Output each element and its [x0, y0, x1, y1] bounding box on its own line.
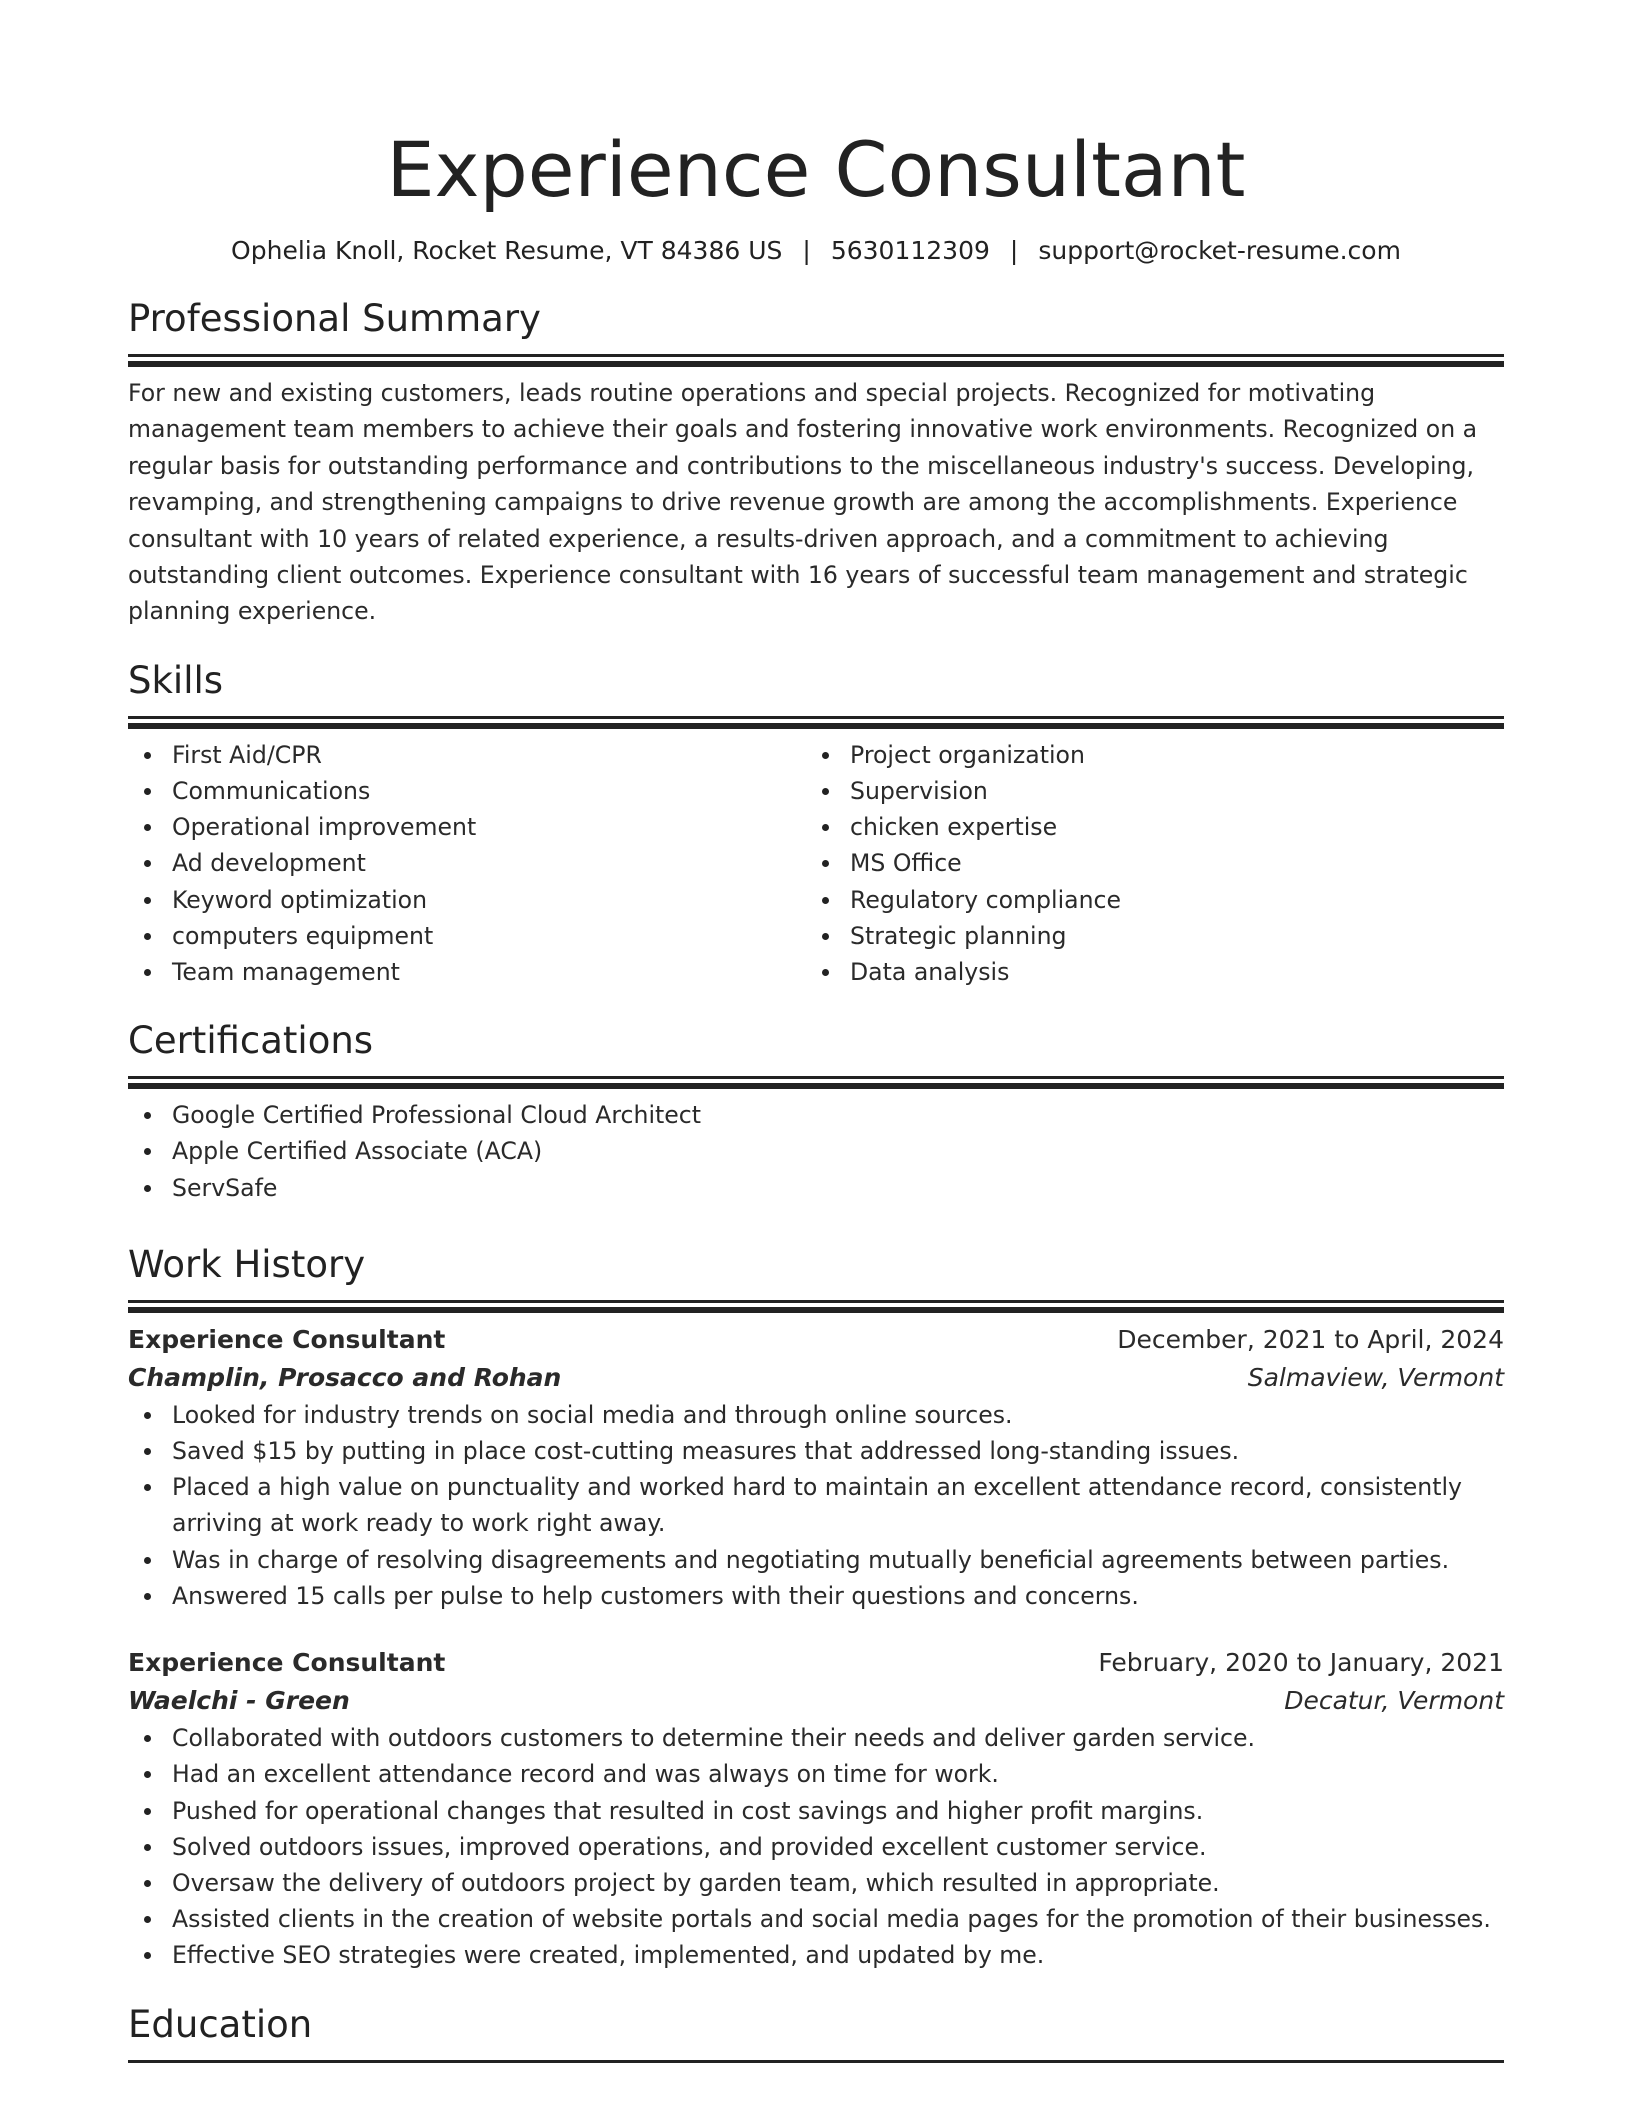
skill-item: First Aid/CPR [128, 737, 806, 773]
job-bullet: Assisted clients in the creation of website portals and social media pages for the promotion of their businesses. [128, 1901, 1504, 1937]
job-bullet: Collaborated with outdoors customers to determine their needs and deliver garden service. [128, 1720, 1504, 1756]
skill-item: computers equipment [128, 918, 806, 954]
section-divider [128, 2060, 1504, 2063]
section-heading-summary: Professional Summary [128, 297, 541, 340]
contact-separator: | [1009, 236, 1019, 265]
job-company-row [128, 1682, 1504, 1720]
summary-text: For new and existing customers, leads routine operations and special projects. Recognized for motivating management team members to achieve their goals and fostering innovative work environments. Recognized on a regular basis for outstanding performance and contributions to the miscellaneous industry's success. Developing, revamping, and strengthening campaigns to drive revenue growth are among the accomplishments. Experience consultant with 10 years of related experience, a results-driven approach, and a commitment to achieving outstanding client outcomes. Experience consultant with 16 years of successful team management and strategic planning experience. [128, 379, 1478, 626]
skill-item: chicken expertise [806, 809, 1484, 845]
skills-grid [128, 737, 1504, 990]
resume-page [128, 0, 1504, 2063]
certification-item: Google Certified Professional Cloud Architect [128, 1097, 1504, 1133]
job-bullet: Looked for industry trends on social media and through online sources. [128, 1397, 1504, 1433]
job-company-row [128, 1359, 1504, 1397]
certification-item: Apple Certified Associate (ACA) [128, 1133, 1504, 1169]
contact-separator: | [802, 236, 811, 265]
skill-item: Team management [128, 954, 806, 990]
job-bullet: Was in charge of resolving disagreements and negotiating mutually beneficial agreements between parties. [128, 1542, 1504, 1578]
skills-list-right [806, 737, 1484, 990]
skill-item: Regulatory compliance [806, 882, 1484, 918]
job-location: Decatur, Vermont [1284, 1686, 1504, 1716]
job-bullet: Pushed for operational changes that resulted in cost savings and higher profit margins. [128, 1793, 1504, 1829]
job-entry [128, 1644, 1504, 1973]
section-heading-education: Education [128, 2002, 313, 2046]
job-title: Experience Consultant [128, 1648, 446, 1678]
job-company: Waelchi - Green [128, 1686, 350, 1716]
job-bullet: Placed a high value on punctuality and worked hard to maintain an excellent attendance record, consistently arriving at work ready to work right away. [128, 1469, 1504, 1541]
skill-item: Supervision [806, 773, 1484, 809]
skill-item: Keyword optimization [128, 882, 806, 918]
education-section [128, 2002, 1504, 2063]
contact-email: support@rocket-resume.com [1038, 236, 1401, 265]
skills-section [128, 658, 1504, 990]
job-title: Experience Consultant [128, 1324, 446, 1354]
skills-list-left [128, 737, 806, 990]
job-entry [128, 1321, 1504, 1614]
section-divider [128, 716, 1504, 719]
section-heading-skills: Skills [128, 658, 224, 702]
job-company: Champlin, Prosacco and Rohan [128, 1362, 562, 1392]
job-bullet: Oversaw the delivery of outdoors project by garden team, which resulted in appropriate. [128, 1865, 1504, 1901]
job-bullet: Had an excellent attendance record and was always on time for work. [128, 1756, 1504, 1792]
section-divider [128, 1076, 1504, 1079]
certifications-list [128, 1097, 1504, 1206]
skill-item: Data analysis [806, 954, 1484, 990]
skill-item: Project organization [806, 737, 1484, 773]
certifications-section [128, 1018, 1504, 1206]
skill-item: Communications [128, 773, 806, 809]
job-bullet: Solved outdoors issues, improved operations, and provided excellent customer service. [128, 1829, 1504, 1865]
job-dates: February, 2020 to January, 2021 [1098, 1648, 1504, 1678]
job-dates: December, 2021 to April, 2024 [1117, 1324, 1504, 1354]
contact-address: Ophelia Knoll, Rocket Resume, VT 84386 US [231, 236, 783, 265]
certification-item: ServSafe [128, 1170, 1504, 1206]
job-bullet: Saved $15 by putting in place cost-cutting measures that addressed long-standing issues. [128, 1433, 1504, 1469]
skill-item: Operational improvement [128, 809, 806, 845]
work-history-section [128, 1242, 1504, 1974]
job-location: Salmaview, Vermont [1247, 1362, 1504, 1392]
job-bullets [128, 1720, 1504, 1973]
contact-line [128, 234, 1504, 268]
job-header-row [128, 1321, 1504, 1359]
summary-section [128, 296, 1504, 630]
skill-item: Ad development [128, 845, 806, 881]
section-divider [128, 354, 1504, 357]
resume-title: Experience Consultant [386, 125, 1246, 214]
job-bullet: Effective SEO strategies were created, implemented, and updated by me. [128, 1937, 1504, 1973]
section-heading-certifications: Certifications [128, 1019, 374, 1063]
job-bullet: Answered 15 calls per pulse to help customers with their questions and concerns. [128, 1578, 1504, 1614]
skill-item: Strategic planning [806, 918, 1484, 954]
section-divider [128, 1300, 1504, 1303]
job-bullets [128, 1397, 1504, 1614]
section-heading-work-history: Work History [128, 1242, 366, 1286]
skill-item: MS Office [806, 845, 1484, 881]
job-header-row [128, 1644, 1504, 1682]
contact-phone: 5630112309 [830, 236, 990, 265]
